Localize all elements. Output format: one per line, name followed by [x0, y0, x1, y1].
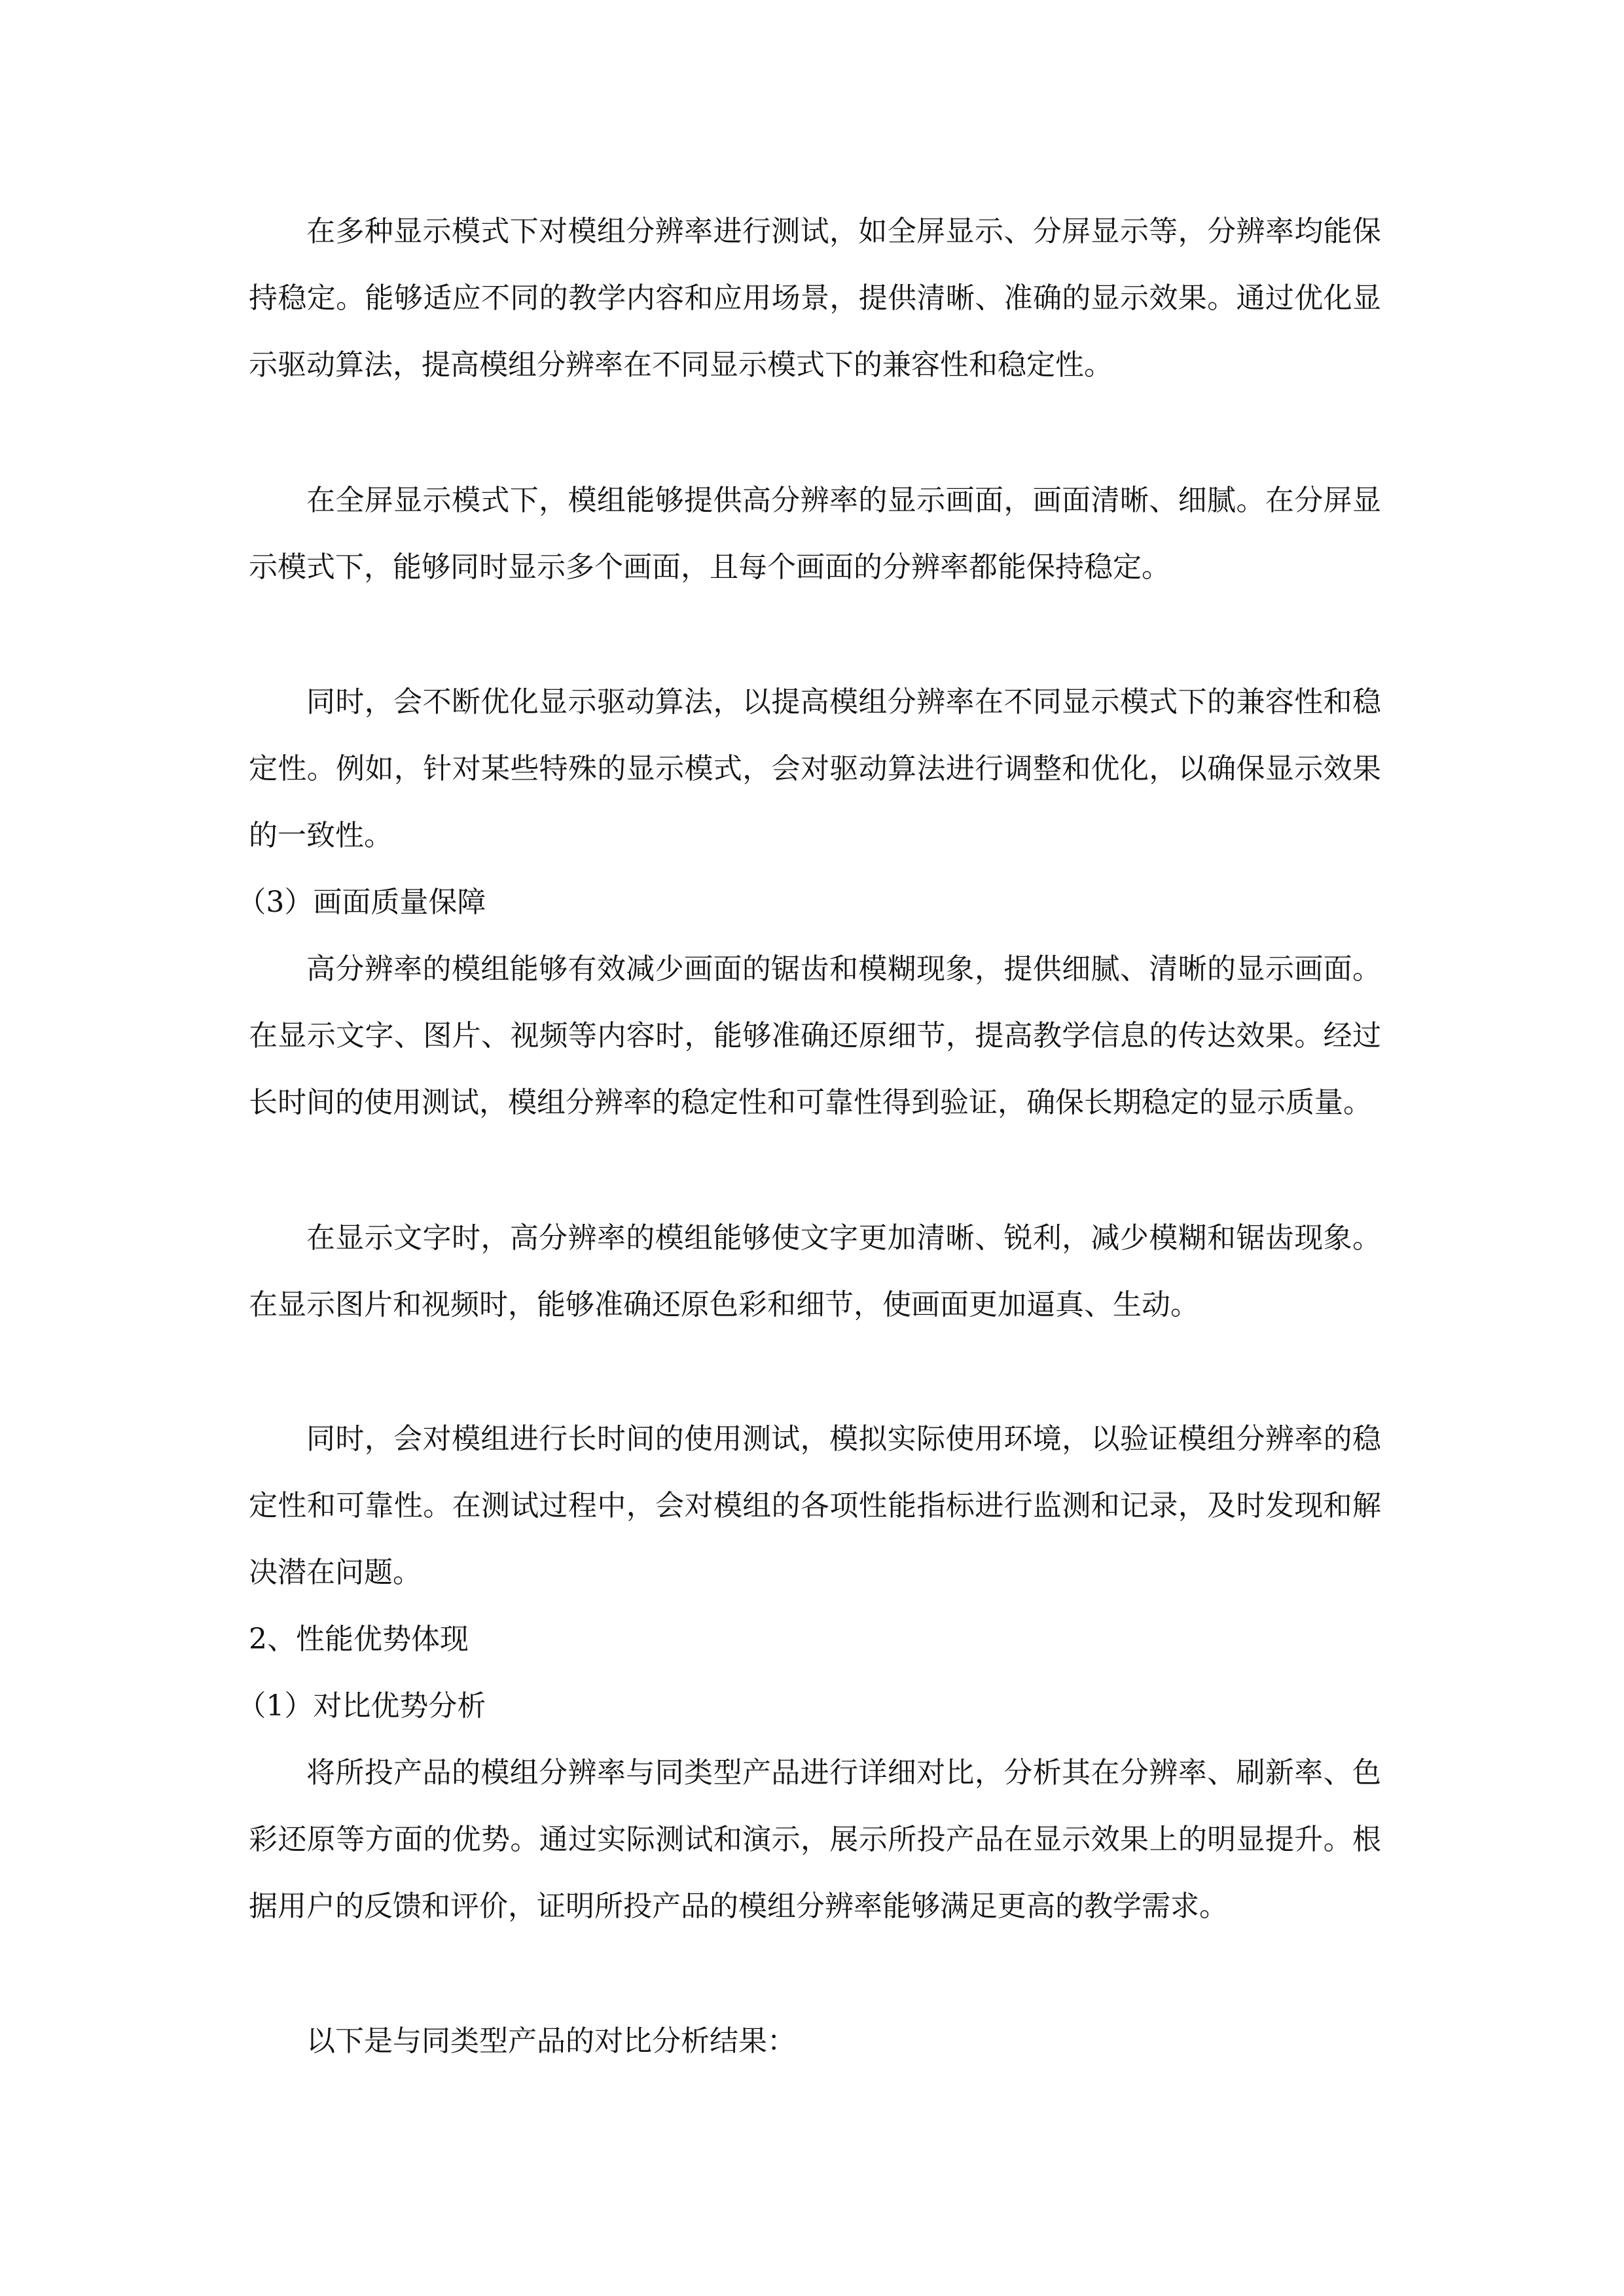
paragraph-fullscreen-splitscreen: 在全屏显示模式下，模组能够提供高分辨率的显示画面，画面清晰、细腻。在分屏显示模式下，能够同时显示多个画面，且每个画面的分辨率都能保持稳定。: [249, 484, 1381, 584]
heading-performance-advantages: 2、性能优势体现: [249, 1623, 469, 1656]
heading-image-quality: （3）画面质量保障: [237, 886, 486, 919]
paragraph-text-and-video: 在显示文字时，高分辨率的模组能够使文字更加清晰、锐利，减少模糊和锯齿现象。在显示图片和视频时，能够准确还原色彩和细节，使画面更加逼真、生动。: [249, 1221, 1381, 1321]
paragraph-image-quality: 高分辨率的模组能够有效减少画面的锯齿和模糊现象，提供细腻、清晰的显示画面。在显示文字、图片、视频等内容时，能够准确还原细节，提高教学信息的传达效果。经过长时间的使用测试，模组分辨率的稳定性和可靠性得到验证，确保长期稳定的显示质量。: [249, 952, 1381, 1119]
paragraph-long-term-testing: 同时，会对模组进行长时间的使用测试，模拟实际使用环境，以验证模组分辨率的稳定性和可靠性。在测试过程中，会对模组的各项性能指标进行监测和记录，及时发现和解决潜在问题。: [249, 1422, 1381, 1589]
paragraph-display-modes: 在多种显示模式下对模组分辨率进行测试，如全屏显示、分屏显示等，分辨率均能保持稳定。能够适应不同的教学内容和应用场景，提供清晰、准确的显示效果。通过优化显示驱动算法，提高模组分辨率在不同显示模式下的兼容性和稳定性。: [249, 215, 1381, 382]
heading-comparison-analysis: （1）对比优势分析: [237, 1689, 486, 1723]
paragraph-driver-optimization: 同时，会不断优化显示驱动算法，以提高模组分辨率在不同显示模式下的兼容性和稳定性。例如，针对某些特殊的显示模式，会对驱动算法进行调整和优化，以确保显示效果的一致性。: [249, 685, 1381, 852]
paragraph-comparison-intro: 以下是与同类型产品的对比分析结果：: [306, 2024, 796, 2058]
paragraph-comparison: 将所投产品的模组分辨率与同类型产品进行详细对比，分析其在分辨率、刷新率、色彩还原等方面的优势。通过实际测试和演示，展示所投产品在显示效果上的明显提升。根据用户的反馈和评价，证明所投产品的模组分辨率能够满足更高的教学需求。: [249, 1756, 1381, 1923]
